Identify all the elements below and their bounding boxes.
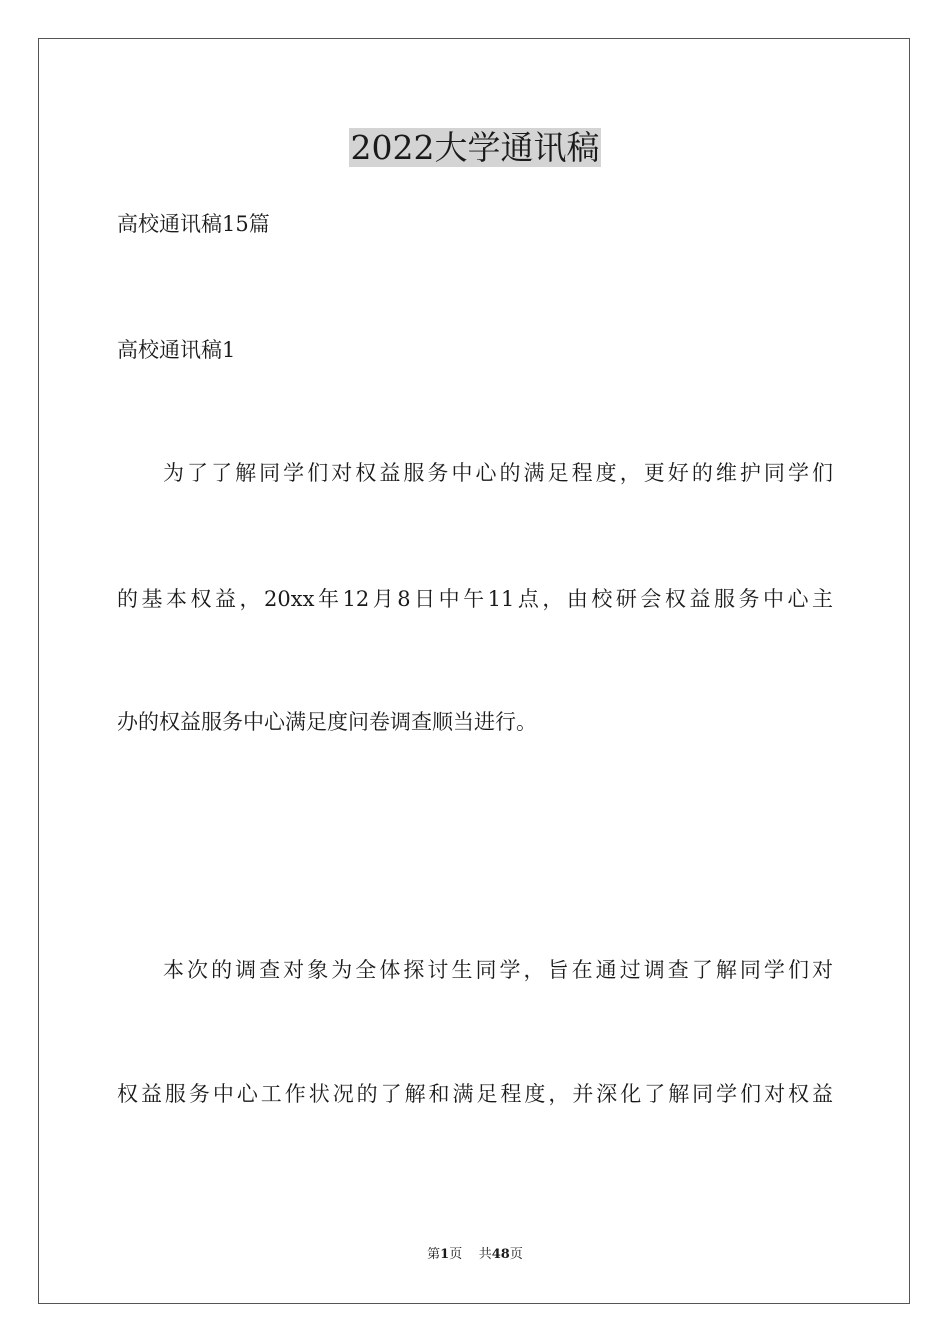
paragraph-1-line-2: 的基本权益，20xx年12月8日中午11点，由校研会权益服务中心主 [117,587,833,611]
page-footer [0,1246,950,1264]
footer-page-total: 48 [491,1247,510,1262]
footer-page-prefix: 第 [427,1247,441,1262]
section-heading: 高校通讯稿1 [117,338,236,362]
footer-page-current: 1 [440,1247,450,1262]
paragraph-1-line-1: 为了了解同学们对权益服务中心的满足程度，更好的维护同学们 [163,461,833,485]
document-title [0,128,950,168]
document-title-text: 2022大学通讯稿 [350,128,600,167]
document-subtitle: 高校通讯稿15篇 [117,212,270,236]
paragraph-2-line-1: 本次的调查对象为全体探讨生同学，旨在通过调查了解同学们对 [163,958,833,982]
footer-page-unit: 页 [449,1247,463,1262]
paragraph-1-line-3: 办的权益服务中心满足度问卷调查顺当进行。 [117,710,537,734]
footer-total-unit: 页 [509,1247,523,1262]
paragraph-2-line-2: 权益服务中心工作状况的了解和满足程度，并深化了解同学们对权益 [117,1082,833,1106]
footer-total-prefix: 共 [478,1247,492,1262]
